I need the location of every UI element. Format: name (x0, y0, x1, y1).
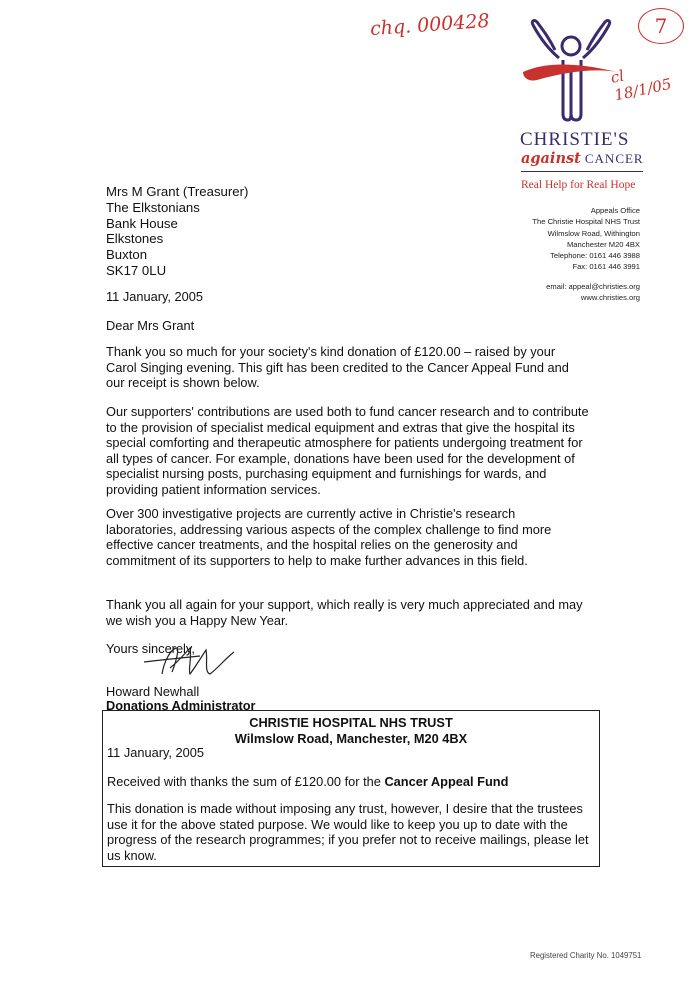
recipient-address (106, 184, 248, 279)
receipt-title: CHRISTIE HOSPITAL NHS TRUST (249, 715, 453, 730)
logo-cancer: CANCER (584, 151, 644, 166)
cheque-annotation: chq. 000428 (369, 9, 491, 41)
sender-line: Fax: 0161 446 3991 (572, 262, 640, 272)
text-line: to the provision of specialist medical equipment and extras that give the hospital its (106, 419, 575, 435)
logo-against: against (521, 150, 581, 167)
text-line: progress of the research programmes; if you prefer not to receive mailings, please let (107, 832, 589, 848)
text-line: Over 300 investigative projects are currently active in Christie's research (106, 506, 516, 521)
closing: Yours sincerely, (106, 641, 195, 656)
text-line: we wish you a Happy New Year. (106, 612, 289, 628)
text-line: specialist nursing posts, purchasing equipment and furnishings for wards, and (106, 466, 547, 482)
text-line: special comforting and therapeutic atmosphere for patients undergoing treatment for (106, 435, 583, 451)
text-line: Thank you so much for your society's kind donation of £120.00 – raised by your (106, 344, 556, 359)
receipt-fund-name: Cancer Appeal Fund (384, 774, 509, 789)
initials-date-annotation: cl 18/1/05 (608, 66, 674, 105)
handwritten-signature (140, 638, 240, 680)
text-line: Carol Singing evening. This gift has been credited to the Cancer Appeal Fund and (106, 359, 569, 375)
text-line: us know. (107, 847, 157, 863)
text-line: effective cancer treatments, and the hospital relies on the generosity and (106, 537, 518, 553)
paragraph-4 (106, 597, 601, 628)
recipient-line: Elkstones (106, 231, 164, 247)
logo-subtitle (521, 150, 644, 167)
paragraph-3 (106, 506, 601, 568)
recipient-line: Bank House (106, 215, 178, 231)
salutation: Dear Mrs Grant (106, 318, 195, 333)
christies-figure-logo (515, 10, 625, 122)
recipient-line: The Elkstonians (106, 199, 200, 215)
logo-left-arm (532, 21, 559, 58)
text-line: providing patient information services. (106, 481, 321, 497)
letter-date: 11 January, 2005 (106, 289, 203, 304)
logo-head (562, 37, 580, 55)
paragraph-1 (106, 344, 601, 391)
signer-title: Donations Administrator (106, 698, 256, 713)
receipt-terms (107, 801, 597, 863)
receipt-received-text: Received with thanks the sum of £120.00 for the (107, 774, 385, 789)
text-line: all types of cancer. For example, donations have been used for the development of (106, 450, 575, 466)
recipient-line: Buxton (106, 247, 148, 263)
receipt-box (102, 710, 600, 867)
sender-email[interactable]: email: appeal@christies.org (546, 282, 640, 291)
sender-line: The Christie Hospital NHS Trust (532, 217, 640, 227)
logo-tagline: Real Help for Real Hope (521, 179, 636, 191)
text-line: laboratories, addressing various aspects of the complex challenge to find more (106, 521, 552, 537)
paragraph-2 (106, 404, 601, 498)
sender-line: Telephone: 0161 446 3988 (550, 251, 640, 261)
text-line: commitment of its supporters to help to make further advances in this field. (106, 552, 528, 568)
sender-address (470, 205, 640, 273)
text-line: use it for the above stated purpose. We would like to keep you up to date with the (107, 816, 568, 832)
recipient-line: SK17 0LU (106, 262, 167, 278)
logo-wordmark: CHRISTIE'S (520, 129, 630, 150)
circled-number-text: 7 (654, 14, 668, 38)
receipt-address: Wilmslow Road, Manchester, M20 4BX (234, 731, 468, 746)
logo-right-arm (583, 21, 610, 58)
sender-line: Appeals Office (590, 206, 640, 215)
signer-name: Howard Newhall (106, 684, 200, 699)
text-line: our receipt is shown below. (106, 375, 260, 391)
charity-number: Registered Charity No. 1049751 (530, 951, 642, 960)
logo-divider (521, 171, 643, 172)
text-line: Our supporters' contributions are used both to fund cancer research and to contribute (106, 404, 589, 419)
text-line: Thank you all again for your support, which really is very much appreciated and may (106, 597, 583, 612)
text-line: This donation is made without imposing any trust, however, I desire that the trustees (107, 801, 583, 816)
recipient-line: Mrs M Grant (Treasurer) (106, 184, 249, 199)
sender-line: Manchester M20 4BX (566, 239, 640, 249)
sender-line: Wilmslow Road, Withington (547, 228, 640, 238)
sender-website[interactable]: www.christies.org (580, 293, 640, 303)
receipt-date: 11 January, 2005 (107, 745, 204, 760)
circled-number (638, 8, 684, 44)
receipt-received (107, 774, 508, 790)
